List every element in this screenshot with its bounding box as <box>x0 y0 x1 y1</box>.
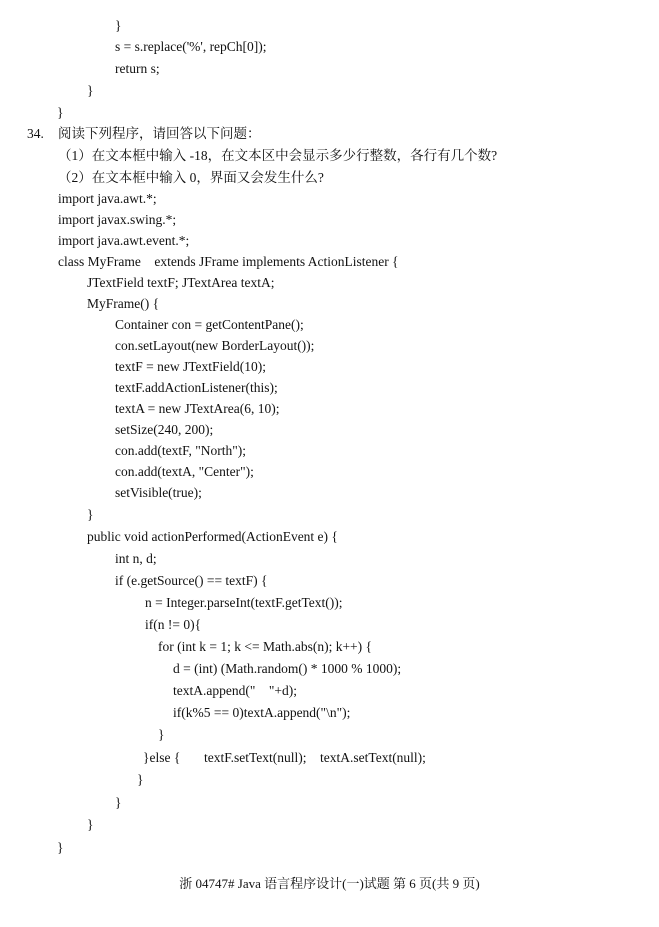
code-line: Container con = getContentPane(); <box>115 317 304 332</box>
code-line: MyFrame() { <box>87 296 160 311</box>
code-line: d = (int) (Math.random() * 1000 % 1000); <box>173 661 402 676</box>
code-line: textF = new JTextField(10); <box>115 359 267 374</box>
code-line: if(k%5 == 0)textA.append("\n"); <box>173 705 351 720</box>
code-line: } <box>87 507 94 522</box>
code-line: int n, d; <box>115 551 157 566</box>
sub-question-1: （1）在文本框中输入 -18，在文本区中会显示多少行整数，各行有几个数? <box>58 148 498 163</box>
sub-question-2: （2）在文本框中输入 0，界面又会发生什么? <box>58 170 324 185</box>
code-line: if(n != 0){ <box>145 617 202 632</box>
code-line: return s; <box>115 61 160 76</box>
code-line: } <box>57 840 64 855</box>
code-line: import java.awt.*; <box>58 191 157 206</box>
code-line: JTextField textF; JTextArea textA; <box>87 275 275 290</box>
code-line: import javax.swing.*; <box>58 212 177 227</box>
code-line: if (e.getSource() == textF) { <box>115 573 268 588</box>
code-line: class MyFrame extends JFrame implements ActionListener { <box>58 254 399 269</box>
code-line: setSize(240, 200); <box>115 422 214 437</box>
code-line: s = s.replace('%', repCh[0]); <box>115 39 267 54</box>
code-line: } <box>158 727 165 742</box>
code-line: } <box>87 817 94 832</box>
code-line: public void actionPerformed(ActionEvent e) { <box>87 529 338 544</box>
code-line: import java.awt.event.*; <box>58 233 190 248</box>
code-line: textA.append(" "+d); <box>173 683 297 698</box>
code-line: } <box>137 772 144 787</box>
code-line: con.add(textF, "North"); <box>115 443 247 458</box>
code-line: textA = new JTextArea(6, 10); <box>115 401 280 416</box>
code-line: } <box>115 18 122 33</box>
page-footer: 浙 04747# Java 语言程序设计(一)试题 第 6 页(共 9 页) <box>179 876 480 891</box>
code-line: con.setLayout(new BorderLayout()); <box>115 338 315 353</box>
code-line: for (int k = 1; k <= Math.abs(n); k++) { <box>158 639 373 654</box>
code-line: setVisible(true); <box>115 485 202 500</box>
code-line: }else { textF.setText(null); textA.setText(null); <box>143 750 426 765</box>
code-line: } <box>57 105 64 120</box>
code-line: n = Integer.parseInt(textF.getText()); <box>145 595 343 610</box>
code-line: } <box>115 795 122 810</box>
question-number: 34. <box>27 126 44 141</box>
code-line: } <box>87 83 94 98</box>
code-line: con.add(textA, "Center"); <box>115 464 254 479</box>
question-prompt: 阅读下列程序，请回答以下问题： <box>58 126 261 141</box>
code-line: textF.addActionListener(this); <box>115 380 278 395</box>
